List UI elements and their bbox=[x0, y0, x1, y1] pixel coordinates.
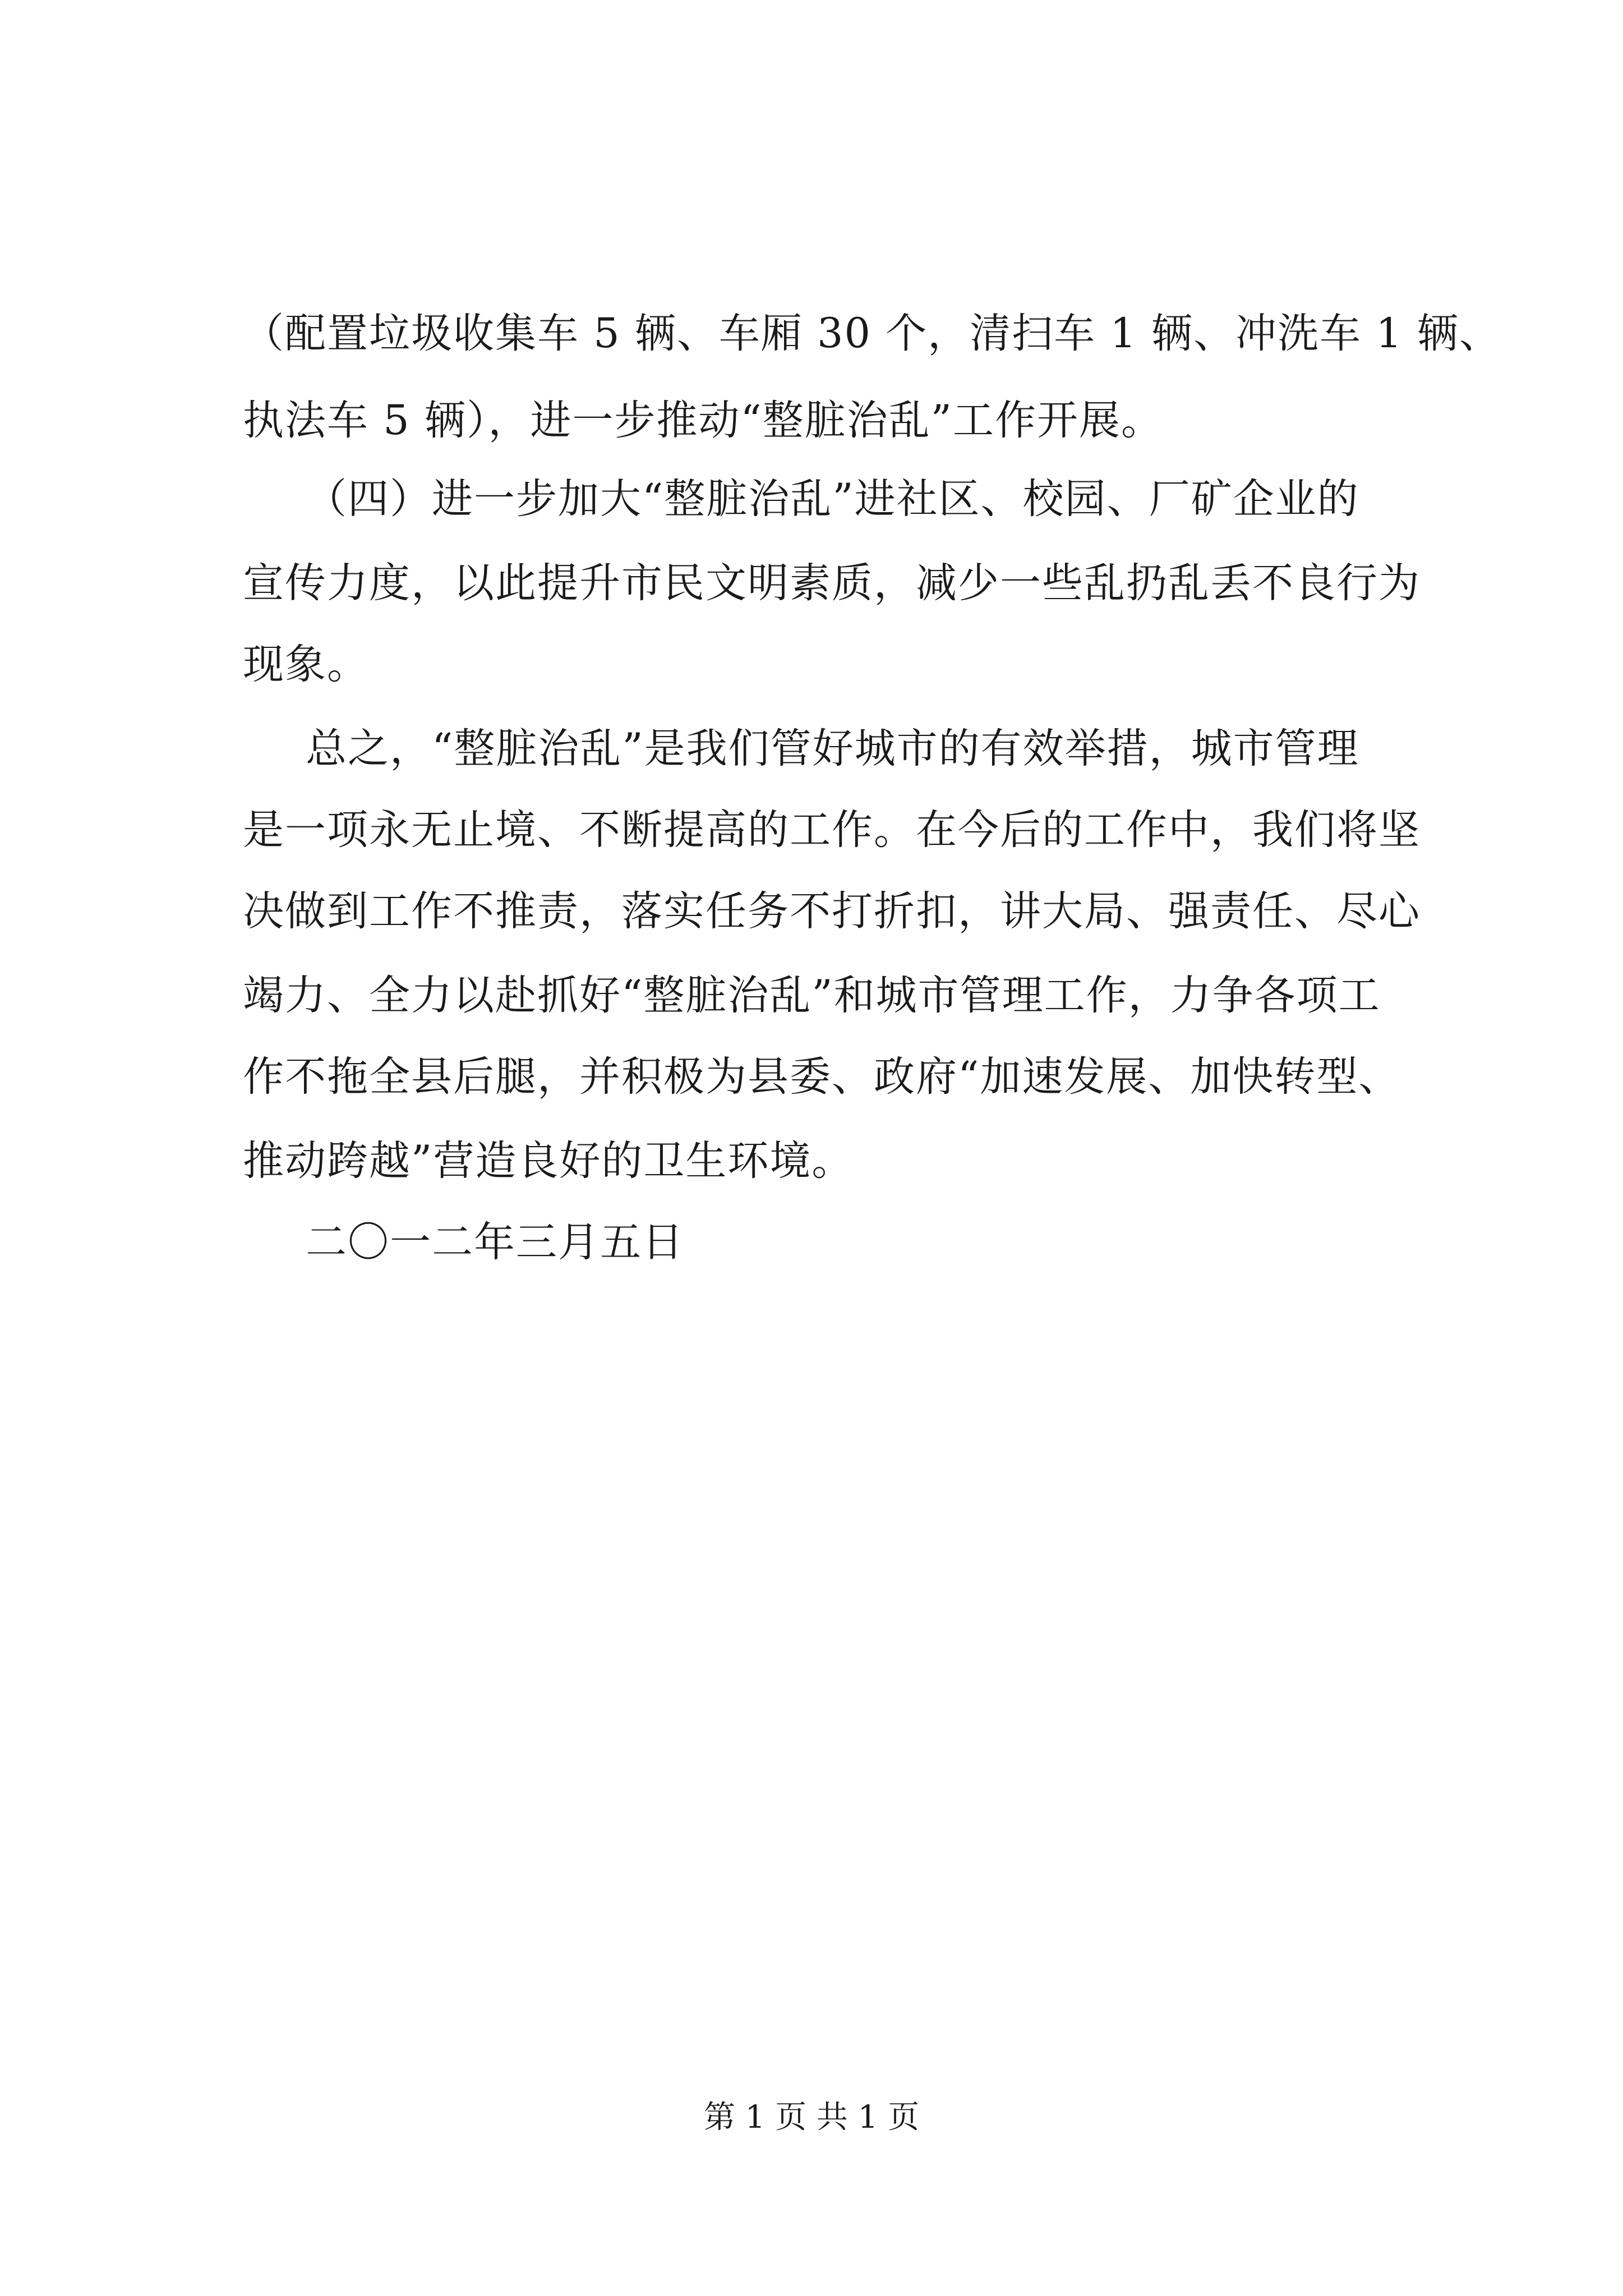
conclusion-line-6: 推动跨越”营造良好的卫生环境。 bbox=[243, 1137, 854, 1185]
document-date: 二〇一二年三月五日 bbox=[306, 1218, 684, 1266]
paragraph-3-line-2: 执法车 5 辆），进一步推动“整脏治乱”工作开展。 bbox=[243, 397, 1163, 444]
conclusion-line-1: 总之，“整脏治乱”是我们管好城市的有效举措，城市管理 bbox=[306, 725, 1359, 772]
paragraph-3-line-1: （配置垃圾收集车 5 辆、车厢 30 个，清扫车 1 辆、冲洗车 1 辆、 bbox=[243, 310, 1501, 357]
paragraph-4-line-3: 现象。 bbox=[243, 641, 369, 688]
conclusion-line-3: 决做到工作不推责，落实任务不打折扣，讲大局、强责任、尽心 bbox=[243, 887, 1421, 935]
paragraph-4-line-1: （四）进一步加大“整脏治乱”进社区、校园、厂矿企业的 bbox=[306, 475, 1359, 523]
conclusion-line-5: 作不拖全县后腿，并积极为县委、政府“加速发展、加快转型、 bbox=[243, 1053, 1401, 1101]
paragraph-4-line-2: 宣传力度，以此提升市民文明素质，减少一些乱扔乱丢不良行为 bbox=[243, 559, 1421, 607]
page-number-footer: 第 1 页 共 1 页 bbox=[703, 2099, 920, 2136]
conclusion-line-2: 是一项永无止境、不断提高的工作。在今后的工作中，我们将坚 bbox=[243, 806, 1421, 854]
conclusion-line-4: 竭力、全力以赴抓好“整脏治乱”和城市管理工作，力争各项工 bbox=[243, 972, 1381, 1019]
